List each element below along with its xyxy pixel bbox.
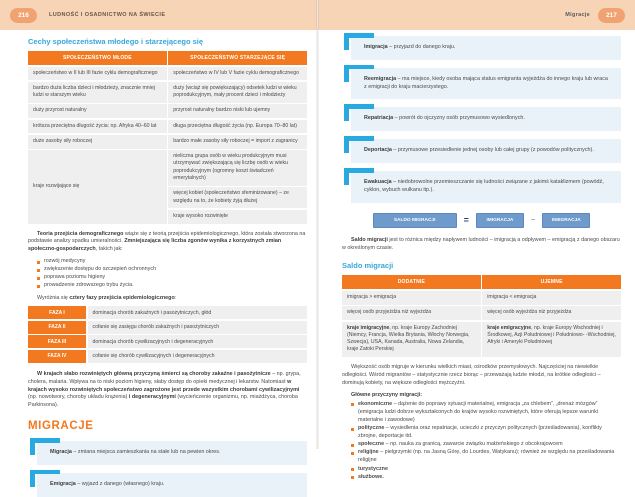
table-header-cell: UJEMNE bbox=[482, 275, 621, 289]
corner-bracket-icon bbox=[344, 168, 374, 185]
page-right bbox=[318, 0, 635, 480]
migration-balance-formula bbox=[342, 213, 621, 228]
definition-text: – ma miejsce, kiedy osoba mająca status emigranta wyjeżdża do innego kraju lub wraca z emigracji do kraju macierzystego. bbox=[364, 75, 608, 90]
table-cell: imigracja > emigracja bbox=[342, 291, 481, 305]
definition-box bbox=[37, 441, 307, 465]
equals-sign: = bbox=[463, 214, 469, 225]
phases-intro-text: : bbox=[174, 294, 177, 301]
closing-text: (wycieńczenie organizmu, np. miażdżyca, choroba Parkinsona). bbox=[28, 394, 298, 409]
definition-box bbox=[351, 36, 621, 60]
migration-trends-paragraph: Większość osób migruje w kierunku wielkich miast, ośrodków przemysłowych. Najczęściej na niewielkie odległości. Wśród migrantów – statystycznie rzecz biorąc – przeważają ludzie młodzi, na krótkie odległości – dominują kobiety, na większe odległości mężczyźni. bbox=[342, 364, 601, 386]
bullet-item bbox=[351, 440, 621, 448]
cell-bold: kraje emigracyjne bbox=[487, 324, 532, 331]
page-number-badge: 217 bbox=[598, 8, 625, 23]
intro-paragraph bbox=[28, 231, 307, 254]
cause-bold: polityczne bbox=[358, 424, 385, 431]
epidemiological-phases-table bbox=[28, 306, 307, 363]
table-cell: duży przyrost naturalny bbox=[28, 104, 167, 118]
saldo-bold: Saldo migracji bbox=[351, 236, 388, 243]
corner-bracket-icon bbox=[344, 33, 374, 50]
definition-term: Repatriacja bbox=[364, 115, 394, 122]
cell-text: , np. kraje Europy Zachodniej (Niemcy, Francja, Wielka Brytania, Włochy Norwegia, Szwecja), USA, Kanada, Australia, Nowa Zelandia, kraje Zatoki Perskiej bbox=[347, 324, 470, 353]
cause-text: – np. nauka za granicą, zawarcie związku małżeńskiego z obcokrajowcem bbox=[384, 441, 563, 448]
migracje-heading: MIGRACJE bbox=[28, 420, 94, 433]
corner-bracket-icon bbox=[30, 438, 60, 455]
table-header-cell: DODATNIE bbox=[342, 275, 481, 289]
definition-term: Emigracja bbox=[50, 480, 76, 487]
page-number-badge: 216 bbox=[10, 8, 37, 23]
cell-text: , np. kraje Europy Wschodniej i Środkowej, Azji Południowej i Południowo- -Wschodniej, Afryki i Ameryki Południowej bbox=[487, 324, 616, 346]
saldo-section-title: Saldo migracji bbox=[342, 261, 394, 271]
table-cell: krótsza przeciętna długość życia: np. Afryka 40–60 lat bbox=[28, 120, 167, 134]
cause-bold: turystyczne bbox=[358, 465, 388, 472]
corner-bracket-icon bbox=[344, 104, 374, 121]
causes-bullet-list bbox=[342, 400, 621, 481]
closing-bold: w krajach wysoko rozwiniętych społeczeństwo zagrożone jest przede wszystkim chorobami cywilizacyjnymi bbox=[28, 378, 300, 393]
table-cell: bardzo małe zasoby siły roboczej = import z zagranicy bbox=[168, 135, 307, 149]
cause-bold: ekonomiczne bbox=[358, 400, 393, 407]
header-band-left bbox=[0, 0, 317, 30]
closing-text: – np. grypa, cholera, malaria. Wpływa na to niski poziom higieny, słaby dostęp do opieki medycznej i lekarstw. Natomiast bbox=[28, 370, 301, 385]
cause-bold: służbowe. bbox=[358, 473, 384, 480]
formula-result-box: SALDO MIGRACJI bbox=[373, 213, 457, 228]
table-cell: długa przeciętna długość życia (np. Europa 70–80 lat) bbox=[168, 120, 307, 134]
phase-desc: dominacja chorób zakaźnych i pasożytniczych, głód bbox=[88, 306, 308, 319]
definition-text: – przymusowe przesiedlenie jednej osoby lub całej grupy (z powodów politycznych). bbox=[391, 147, 594, 154]
closing-paragraph bbox=[28, 371, 307, 410]
table-cell: więcej kobiet (społeczeństwo sfeminizowane) – ze względu na to, że kobiety żyją dłużej bbox=[168, 187, 307, 208]
table-cell: kraje wysoko rozwinięte bbox=[168, 210, 307, 224]
page-left bbox=[0, 0, 317, 487]
table-cell-group: kraje rozwijające się bbox=[28, 150, 167, 223]
bullet-item: poprawa poziomu higieny bbox=[37, 273, 307, 281]
saldo-migracji-table bbox=[342, 275, 621, 357]
table-cell: bardzo duża liczba dzieci i młodzieży, znacznie mniej ludzi w starszym wieku bbox=[28, 82, 167, 103]
saldo-paragraph bbox=[342, 237, 621, 253]
left-page-content bbox=[0, 30, 317, 497]
definition-text: – wyjazd z danego (własnego) kraju. bbox=[75, 480, 165, 487]
cause-text: – dążenie do poprawy sytuacji materialnej, emigracja „za chlebem”, „drenaż mózgów” (emigracja ludzi dobrze wykształconych do krajów wysoko rozwiniętych, które oferują lepsze warunki materialne i zawodowe) bbox=[358, 400, 598, 423]
corner-bracket-icon bbox=[30, 470, 60, 487]
corner-bracket-icon bbox=[344, 65, 374, 82]
table-cell: społeczeństwo w II lub III fazie cyklu demograficznego bbox=[28, 67, 167, 81]
factors-bullet-list bbox=[28, 257, 307, 289]
saldo-text: jest to różnica między napływem ludności – imigracją a odpływem – emigracją z danego obszaru w określonym czasie. bbox=[342, 236, 620, 251]
society-comparison-table bbox=[28, 51, 307, 224]
table-cell: przyrost naturalny bardzo niski lub ujemny bbox=[168, 104, 307, 118]
bullet-item bbox=[351, 424, 621, 440]
bullet-item: zwiększenie dostępu do szczepień ochronnych bbox=[37, 265, 307, 273]
phase-label: FAZA IV bbox=[28, 350, 86, 363]
bullet-item: prowadzenie zdrowszego trybu życia. bbox=[37, 281, 307, 289]
book-spine-divider bbox=[316, 0, 319, 449]
intro-text: wiąże się z teorią przejścia epidemiologicznego, która została stworzona na podstawie analizy spadku umieralności. bbox=[28, 230, 306, 245]
chapter-title: Migracje bbox=[565, 12, 590, 18]
chapter-title: LUDNOŚĆ I OSADNICTWO NA ŚWIECIE bbox=[49, 12, 166, 18]
definition-box bbox=[351, 107, 621, 131]
table-cell: więcej osób wyjeżdża niż przyjeżdża bbox=[482, 306, 621, 320]
definition-term: Reemigracja bbox=[364, 75, 397, 82]
phase-label: FAZA II bbox=[28, 321, 86, 334]
table-cell: imigracja < emigracja bbox=[482, 291, 621, 305]
definition-term: Imigracja bbox=[364, 44, 388, 50]
causes-heading: Główne przyczyny migracji: bbox=[351, 391, 422, 398]
definition-term: Ewakuacja bbox=[364, 179, 392, 186]
intro-bold: Teoria przejścia demograficznego bbox=[37, 230, 124, 237]
formula-operand-box: IMIGRACJA bbox=[476, 213, 524, 228]
corner-bracket-icon bbox=[344, 136, 374, 153]
definition-term: Deportacja bbox=[364, 147, 392, 154]
table-cell bbox=[482, 322, 621, 358]
phases-intro bbox=[28, 295, 307, 303]
cause-bold: społeczne bbox=[358, 441, 385, 448]
bullet-item bbox=[351, 448, 621, 464]
bullet-item bbox=[351, 465, 621, 473]
right-page-content bbox=[318, 30, 635, 481]
table-header-cell: SPOŁECZEŃSTWO STARZEJĄCE SIĘ bbox=[168, 51, 307, 65]
table-cell bbox=[342, 322, 481, 358]
phases-intro-bold: cztery fazy przejścia epidemiologicznego bbox=[69, 294, 175, 301]
table-header-cell: SPOŁECZEŃSTWO MŁODE bbox=[28, 51, 167, 65]
table-cell: duży (wciąż się powiększający) odsetek ludzi w wieku poprodukcyjnym, mały procent dzieci i młodzieży bbox=[168, 82, 307, 103]
cause-bold: religijne bbox=[358, 449, 379, 456]
definition-box bbox=[351, 171, 621, 203]
definition-box bbox=[37, 473, 307, 497]
closing-bold: i degeneracyjnymi bbox=[128, 394, 176, 401]
definition-text: – zmiana miejsca zamieszkania na stałe lub na pewien okres. bbox=[71, 449, 221, 456]
table-cell: więcej osób przyjeżdża niż wyjeżdża bbox=[342, 306, 481, 320]
cause-text: – pielgrzymki (np. na Jasną Górę, do Lourdes, Watykanu); również ze względu na prześladowania religijne bbox=[358, 449, 615, 464]
definition-term: Migracja bbox=[50, 449, 72, 456]
bullet-item bbox=[351, 473, 621, 481]
cell-bold: kraje imigracyjne bbox=[347, 324, 390, 331]
phase-desc: dominacja chorób cywilizacyjnych i degeneracyjnych bbox=[88, 335, 308, 348]
intro-bold: Zmniejszająca się liczba zgonów wynika z korzystnych zmian społeczno-gospodarczych bbox=[28, 238, 282, 253]
intro-text: , takich jak: bbox=[95, 246, 123, 253]
bullet-item bbox=[351, 400, 621, 424]
table-cell: duże zasoby siły roboczej bbox=[28, 135, 167, 149]
minus-sign: – bbox=[530, 215, 536, 225]
phase-label: FAZA I bbox=[28, 306, 86, 319]
phase-desc: cofanie się chorób cywilizacyjnych i degeneracyjnych bbox=[88, 350, 308, 363]
closing-bold: W krajach słabo rozwiniętych główną przyczyną śmierci są choroby zakaźne i pasożytnicze bbox=[37, 370, 271, 377]
phase-desc: cofanie się zasięgu chorób zakaźnych i pasożytniczych bbox=[88, 321, 308, 334]
definition-box bbox=[351, 139, 621, 163]
table-cell: społeczeństwo w IV lub V fazie cyklu demograficznego bbox=[168, 67, 307, 81]
definition-text: – powrót do ojczyzny osób przymusowo wysiedlonych. bbox=[393, 115, 525, 122]
section-title: Cechy społeczeństwa młodego i starzejącego się bbox=[28, 37, 204, 46]
definition-text: – przyjazd do danego kraju. bbox=[387, 44, 456, 50]
phase-label: FAZA III bbox=[28, 335, 86, 348]
table-cell: nieliczna grupa osób w wieku produkcyjnym musi utrzymywać zwiększającą się liczbę osób w wieku poprodukcyjnym (ogromny koszt świadczeń emerytalnych) bbox=[168, 150, 307, 186]
definition-text: – niedobrowolne przemieszczanie się ludności związane z jakimś kataklizmem (powódź, cyklon, wybuch wulkanu itp.). bbox=[364, 179, 604, 193]
phases-intro-text: Wyróżnia się bbox=[37, 294, 70, 301]
header-band-right bbox=[318, 0, 635, 30]
cause-text: – wysiedlenia oraz repatriacje, ucieczki z przyczyn politycznych (prześladowania), konflikty zbrojne, deportacje itd. bbox=[358, 424, 602, 440]
definition-box bbox=[351, 68, 621, 100]
closing-text: (np. nowotwory, choroby układu krążenia) bbox=[28, 394, 129, 401]
bullet-item: rozwój medycyny bbox=[37, 257, 307, 265]
formula-operand-box: EMIGRACJA bbox=[542, 213, 590, 228]
